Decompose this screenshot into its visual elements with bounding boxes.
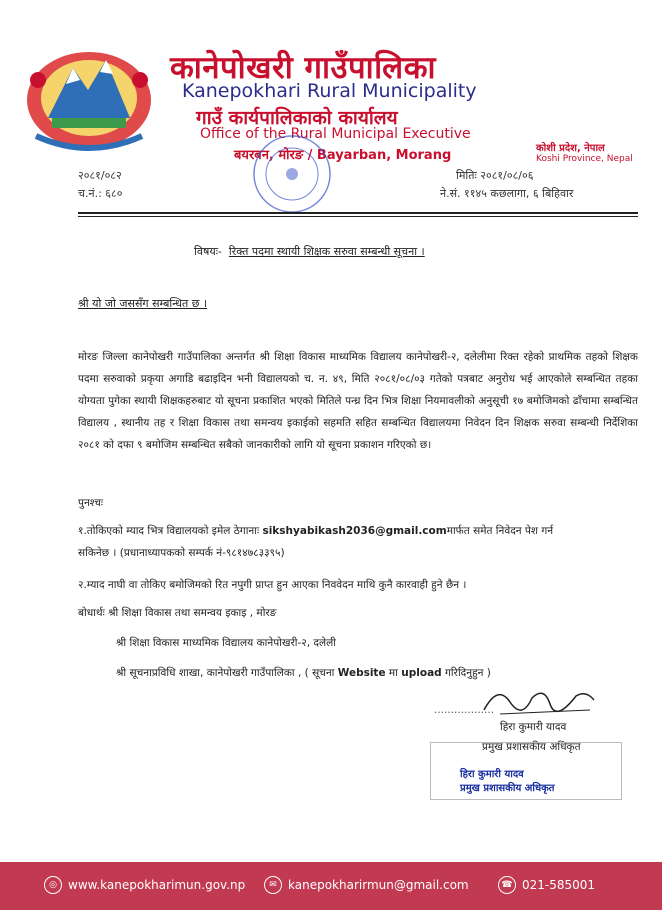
office-address: बयरबन, मोरङ / Bayarban, Morang bbox=[234, 148, 452, 163]
postscript-1 bbox=[78, 524, 553, 538]
subject-label: विषयः- bbox=[194, 245, 222, 258]
footer-phone-text: 021-585001 bbox=[522, 878, 596, 892]
letter-date: मितिः २०८१/०८/०६ bbox=[456, 169, 534, 182]
municipality-emblem-icon bbox=[18, 40, 160, 156]
signature-dots: .................. bbox=[434, 704, 495, 716]
school-email: sikshyabikash2036@gmail.com bbox=[262, 525, 447, 537]
cc3-upload: upload bbox=[401, 667, 442, 679]
header-divider-thin bbox=[78, 216, 638, 217]
nepal-sambat-date: ने.सं. ११४५ कछलागा, ६ बिहिवार bbox=[440, 187, 574, 200]
office-title-en: Office of the Rural Municipal Executive bbox=[200, 126, 471, 142]
reference-number: च.नं.: ६८० bbox=[78, 187, 123, 200]
footer-website-text: www.kanepokharimun.gov.np bbox=[68, 878, 246, 892]
province-np: कोशी प्रदेश, नेपाल bbox=[536, 143, 605, 154]
stamp-title: प्रमुख प्रशासकीय अधिकृत bbox=[460, 783, 555, 794]
postscript-1-line2: सकिनेछ । (प्रधानाध्यापकको सम्पर्क नं-९८१४७८३३९५) bbox=[78, 547, 285, 559]
cc-block-1 bbox=[78, 606, 276, 620]
handwritten-signature bbox=[480, 680, 600, 720]
footer-email[interactable] bbox=[264, 876, 469, 894]
footer-email-text: kanepokharirmun@gmail.com bbox=[288, 878, 469, 892]
subject-text: रिक्त पदमा स्थायी शिक्षक सरुवा सम्बन्धी सूचना । bbox=[228, 245, 425, 258]
mail-icon: ✉ bbox=[264, 876, 282, 894]
cc-recipient-2: श्री शिक्षा विकास माध्यमिक विद्यालय कानेपोखरी-२, दलेली bbox=[116, 637, 336, 649]
cc3-website: Website bbox=[337, 667, 386, 679]
stamp-name: हिरा कुमारी यादव bbox=[460, 769, 524, 780]
cc3-prefix: श्री सूचनाप्रविधि शाखा, कानेपोखरी गाउँपालिका , ( सूचना bbox=[116, 667, 335, 679]
signer-name: हिरा कुमारी यादव bbox=[500, 721, 567, 733]
fiscal-year: २०८१/०८२ bbox=[78, 169, 122, 182]
globe-icon: ◎ bbox=[44, 876, 62, 894]
letter-body: मोरङ जिल्ला कानेपोखरी गाउँपालिका अन्तर्गत श्री शिक्षा विकास माध्यमिक विद्यालय कानेपोखरी-२, दलेलीमा रिक्त रहेको प्राथमिक तहको शिक्षक पदमा सरुवाको प्रकृया अगाडि बढाइदिन भनी विद्यालयको च. न. ४९, मिति २०८१/०८/०३ गतेको पत्रबाट अनुरोध भई आएकोले सम्बन्धित तहका योग्यता पुगेका स्थायी शिक्षकहरुबाट यो सूचना प्रकाशित भएको मितिले पन्ध्र दिन भित्र शिक्षा नियमावलीको अनुसूची १७ बमोजिमको ढाँचामा सम्बन्धित विद्यालय , स्थानीय तह र शिक्षा विकास तथा समन्वय इकाईको सहमति सहित सम्बन्धित विद्यालयमा निवेदन दिन शिक्षक सरुवा सम्बन्धी निर्देशिका २०८१ को दफा ९ बमोजिम सम्बन्धित सबैको जानकारीको लागि यो सूचना प्रकाशन गरिएको छ। bbox=[78, 351, 638, 451]
cc-label: बोधार्थः bbox=[78, 607, 105, 619]
phone-icon: ☎ bbox=[498, 876, 516, 894]
province-en: Koshi Province, Nepal bbox=[536, 154, 633, 164]
office-seal-icon bbox=[250, 132, 334, 216]
signer-title: प्रमुख प्रशासकीय अधिकृत bbox=[482, 741, 581, 753]
subject-line bbox=[194, 244, 425, 259]
cc-recipient-1: श्री शिक्षा विकास तथा समन्वय इकाइ , मोरङ bbox=[108, 607, 277, 619]
office-title-np: गाउँ कार्यपालिकाको कार्यालय bbox=[196, 107, 398, 129]
header-divider bbox=[78, 212, 638, 214]
postscript-1-prefix: १.तोकिएको म्याद भित्र विद्यालयको इमेल ठेगानाः bbox=[78, 525, 260, 537]
cc3-mid: मा bbox=[388, 667, 398, 679]
cc3-suffix: गरिदिनुहुन ) bbox=[445, 667, 491, 679]
municipality-title-en: Kanepokhari Rural Municipality bbox=[182, 80, 477, 102]
footer-website[interactable] bbox=[44, 876, 245, 894]
salutation: श्री यो जो जससँग सम्बन्धित छ । bbox=[78, 297, 208, 310]
postscript-1-suffix: मार्फत समेत निवेदन पेश गर्न bbox=[446, 525, 554, 537]
postscript-2: २.म्याद नाघी वा तोकिए बमोजिमको रित नपुगी प्राप्त हुन आएका निववेदन माथि कुनै कारवाही हुने छैन । bbox=[78, 579, 467, 591]
footer-phone[interactable] bbox=[498, 876, 595, 894]
postscript-label: पुनश्चः bbox=[78, 497, 104, 509]
cc-recipient-3 bbox=[116, 666, 491, 680]
municipality-title-np: कानेपोखरी गाउँपालिका bbox=[170, 50, 437, 86]
